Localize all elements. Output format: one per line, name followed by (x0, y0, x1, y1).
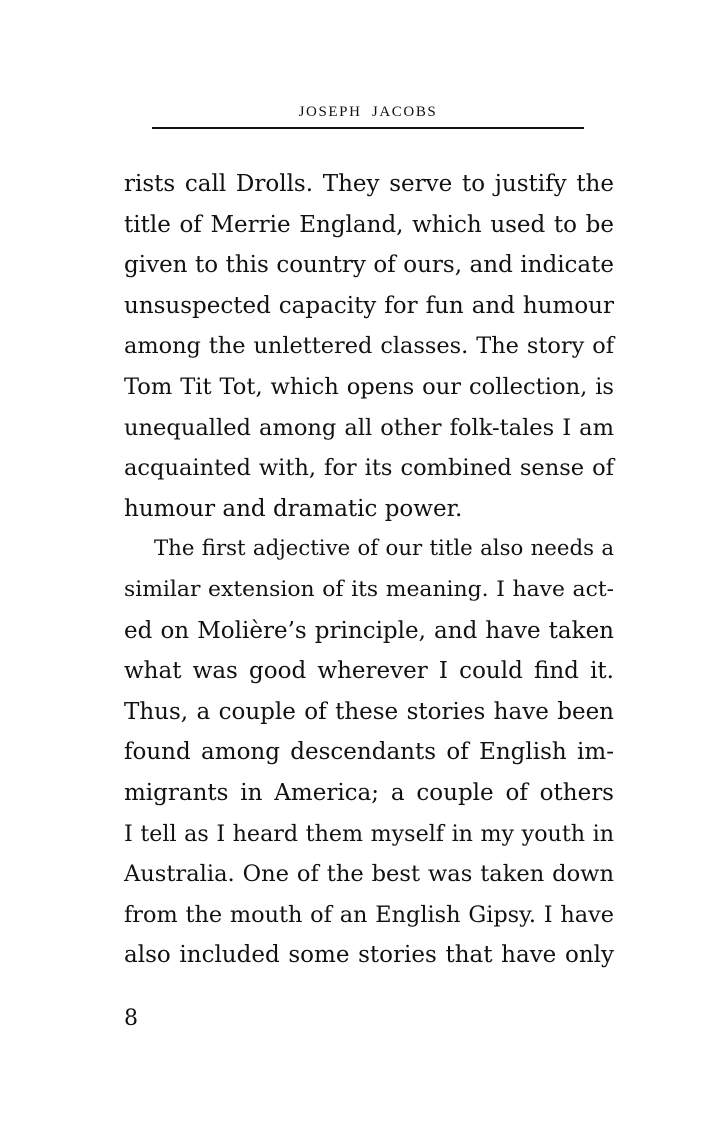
page-number: 8 (124, 1006, 138, 1031)
text-line: ed on Molière’s principle, and have taken (124, 617, 614, 644)
text-line: Thus, a couple of these stories have been (124, 698, 614, 725)
text-line: Tom Tit Tot, which opens our collection, is (124, 373, 614, 400)
text-line: humour and dramatic power. (124, 495, 463, 522)
text-line: title of Merrie England, which used to be (124, 211, 614, 238)
text-line: Australia. One of the best was taken down (124, 861, 614, 888)
body-text (124, 164, 614, 976)
text-line: unsuspected capacity for fun and humour (124, 292, 614, 319)
paragraph-2 (124, 529, 614, 976)
running-head: JOSEPH JACOBS (298, 104, 438, 120)
text-line: given to this country of ours, and indicate (124, 252, 614, 279)
text-line: found among descendants of English im- (124, 739, 614, 766)
header-rule (152, 127, 584, 129)
text-line: rists call Drolls. They serve to justify the (124, 171, 614, 197)
text-line: acquainted with, for its combined sense of (124, 455, 614, 482)
text-line: The first adjective of our title also needs a (154, 536, 614, 562)
paragraph-1 (124, 164, 614, 529)
text-line: migrants in America; a couple of others (124, 779, 614, 806)
text-line: I tell as I heard them myself in my youth in (124, 820, 614, 847)
text-line: unequalled among all other folk-tales I am (124, 414, 614, 441)
text-line: similar extension of its meaning. I have act- (124, 576, 614, 602)
text-line: among the unlettered classes. The story of (124, 333, 614, 360)
text-line: from the mouth of an English Gipsy. I have (124, 901, 614, 928)
text-line: what was good wherever I could find it. (124, 658, 614, 685)
text-line: also included some stories that have only (124, 942, 614, 969)
